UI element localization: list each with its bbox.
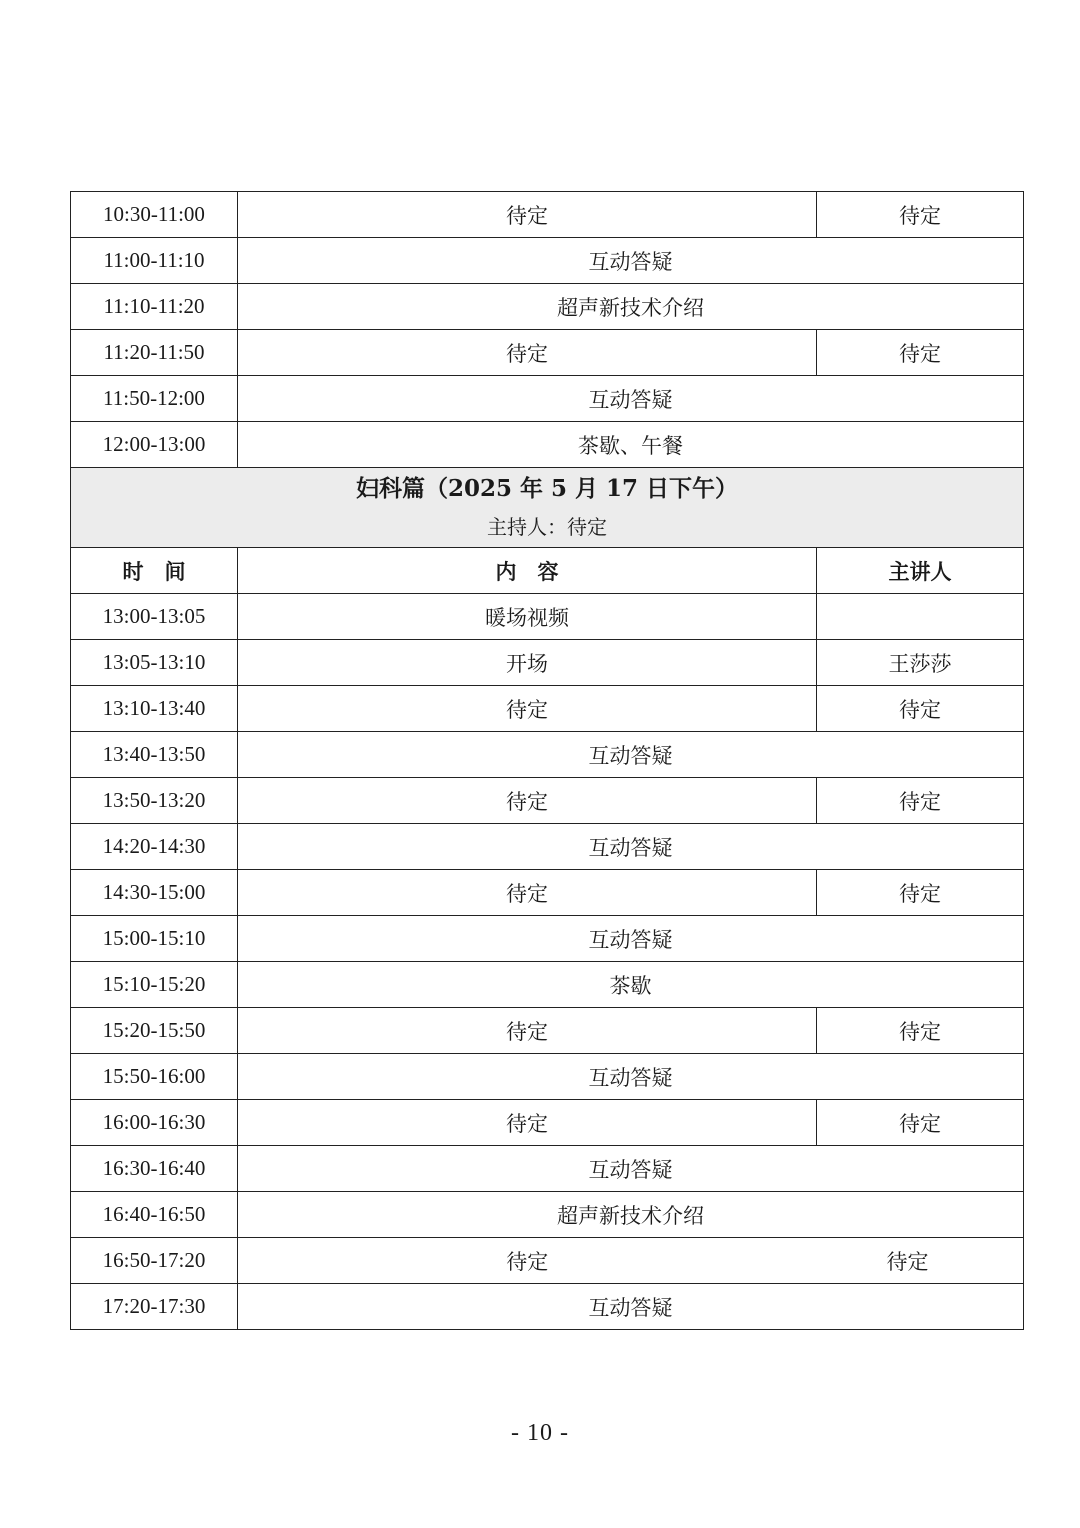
page-number: - 10 - — [511, 1420, 569, 1446]
header-content: 内 容 — [238, 548, 817, 594]
content-cell: 茶歇、午餐 — [238, 422, 1024, 468]
table-row — [71, 422, 1024, 468]
table-row — [71, 962, 1024, 1008]
speaker-cell: 待定 — [817, 1238, 1024, 1284]
speaker-cell: 待定 — [817, 686, 1024, 732]
column-header-row — [71, 548, 1024, 594]
header-speaker: 主讲人 — [817, 548, 1024, 594]
content-cell: 互动答疑 — [238, 824, 1024, 870]
speaker-cell: 待定 — [817, 330, 1024, 376]
time-cell: 13:40-13:50 — [71, 732, 238, 778]
time-cell: 11:10-11:20 — [71, 284, 238, 330]
content-cell: 待定 — [238, 686, 817, 732]
time-cell: 14:30-15:00 — [71, 870, 238, 916]
content-cell: 待定 — [238, 870, 817, 916]
table-row — [71, 732, 1024, 778]
time-cell: 11:00-11:10 — [71, 238, 238, 284]
table-row — [71, 330, 1024, 376]
table-row — [71, 1284, 1024, 1330]
time-cell: 13:50-13:20 — [71, 778, 238, 824]
content-cell: 互动答疑 — [238, 1054, 1024, 1100]
table-row — [71, 238, 1024, 284]
content-cell: 超声新技术介绍 — [238, 1192, 1024, 1238]
schedule-body — [71, 192, 1024, 1330]
speaker-cell — [817, 594, 1024, 640]
time-cell: 13:05-13:10 — [71, 640, 238, 686]
speaker-cell: 待定 — [817, 192, 1024, 238]
table-row — [71, 1238, 1024, 1284]
content-cell: 暖场视频 — [238, 594, 817, 640]
table-row — [71, 1192, 1024, 1238]
table-row — [71, 1146, 1024, 1192]
table-row — [71, 686, 1024, 732]
section-header-row — [71, 468, 1024, 548]
speaker-cell: 待定 — [817, 1008, 1024, 1054]
time-cell: 14:20-14:30 — [71, 824, 238, 870]
time-cell: 12:00-13:00 — [71, 422, 238, 468]
schedule-table — [70, 191, 1024, 1330]
content-cell: 待定 — [238, 1238, 817, 1284]
content-cell: 互动答疑 — [238, 376, 1024, 422]
content-cell: 待定 — [238, 1008, 817, 1054]
time-cell: 16:40-16:50 — [71, 1192, 238, 1238]
table-row — [71, 778, 1024, 824]
time-cell: 10:30-11:00 — [71, 192, 238, 238]
table-row — [71, 640, 1024, 686]
speaker-cell: 待定 — [817, 1100, 1024, 1146]
table-row — [71, 376, 1024, 422]
table-row — [71, 916, 1024, 962]
content-cell: 互动答疑 — [238, 1284, 1024, 1330]
table-row — [71, 870, 1024, 916]
speaker-cell: 待定 — [817, 778, 1024, 824]
content-cell: 待定 — [238, 192, 817, 238]
speaker-cell: 待定 — [817, 870, 1024, 916]
time-cell: 17:20-17:30 — [71, 1284, 238, 1330]
table-row — [71, 284, 1024, 330]
section-host: 主持人：待定 — [487, 514, 607, 539]
time-cell: 11:20-11:50 — [71, 330, 238, 376]
section-title: 妇科篇（2025 年 5 月 17 日下午） — [355, 474, 739, 502]
content-cell: 互动答疑 — [238, 238, 1024, 284]
content-cell: 互动答疑 — [238, 1146, 1024, 1192]
content-cell: 待定 — [238, 1100, 817, 1146]
content-cell: 待定 — [238, 330, 817, 376]
time-cell: 16:30-16:40 — [71, 1146, 238, 1192]
header-time: 时 间 — [71, 548, 238, 594]
time-cell: 15:20-15:50 — [71, 1008, 238, 1054]
table-row — [71, 594, 1024, 640]
content-cell: 互动答疑 — [238, 916, 1024, 962]
content-cell: 待定 — [238, 778, 817, 824]
speaker-cell: 王莎莎 — [817, 640, 1024, 686]
section-header — [71, 468, 1024, 548]
content-cell: 互动答疑 — [238, 732, 1024, 778]
time-cell: 16:50-17:20 — [71, 1238, 238, 1284]
time-cell: 13:10-13:40 — [71, 686, 238, 732]
table-row — [71, 1054, 1024, 1100]
table-row — [71, 1008, 1024, 1054]
time-cell: 15:00-15:10 — [71, 916, 238, 962]
time-cell: 15:10-15:20 — [71, 962, 238, 1008]
time-cell: 15:50-16:00 — [71, 1054, 238, 1100]
table-row — [71, 1100, 1024, 1146]
content-cell: 茶歇 — [238, 962, 1024, 1008]
time-cell: 11:50-12:00 — [71, 376, 238, 422]
table-row — [71, 192, 1024, 238]
time-cell: 16:00-16:30 — [71, 1100, 238, 1146]
time-cell: 13:00-13:05 — [71, 594, 238, 640]
content-cell: 开场 — [238, 640, 817, 686]
table-row — [71, 824, 1024, 870]
content-cell: 超声新技术介绍 — [238, 284, 1024, 330]
